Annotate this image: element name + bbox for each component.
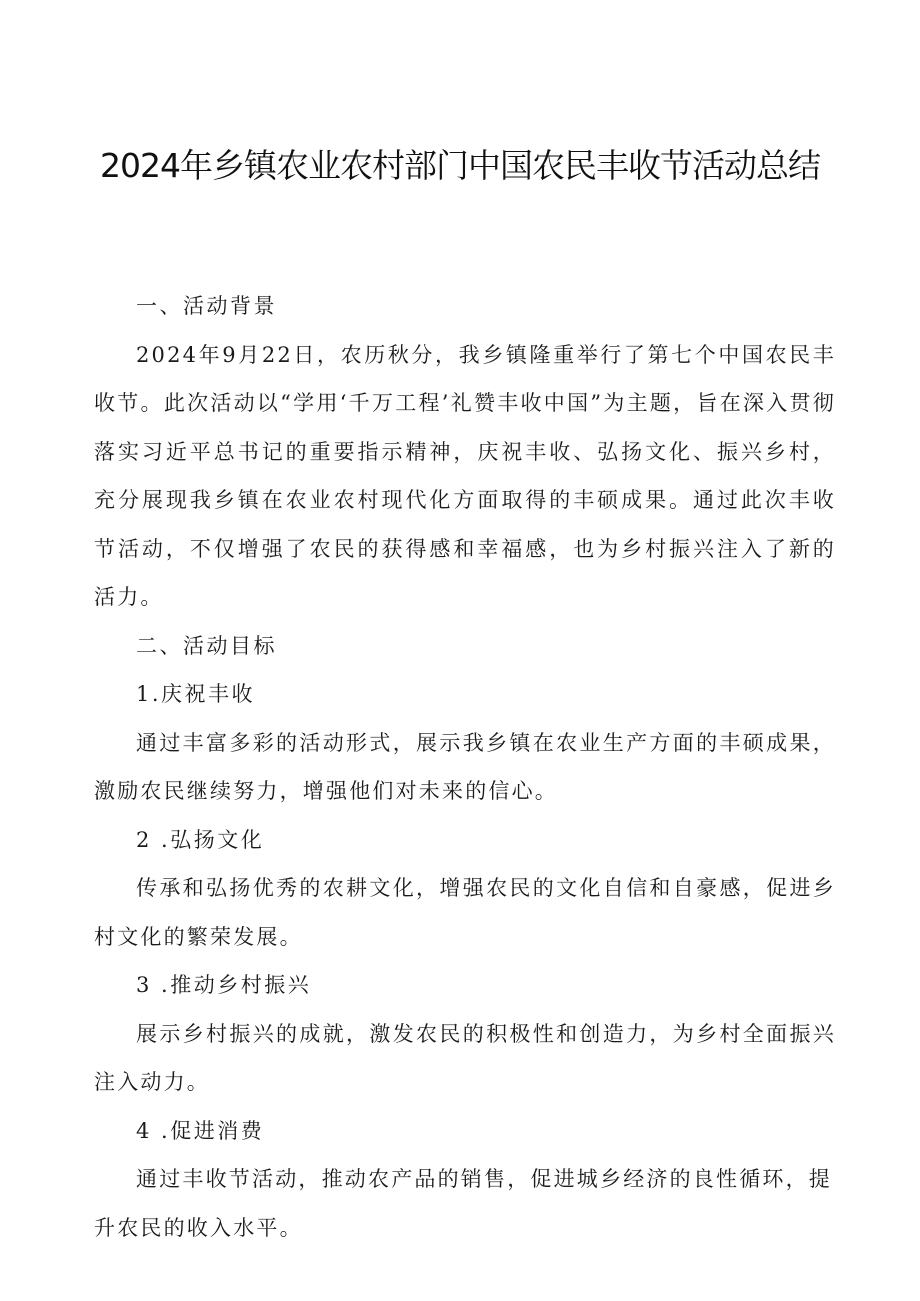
goal-label-celebrate: 1.庆祝丰收 [136,682,256,706]
goal-text-consumption: 通过丰收节活动，推动农产品的销售，促进城乡经济的良性循环，提升农民的收入水平。 [94,1167,832,1240]
section-heading-goals: 二、活动目标 [136,633,277,658]
goal-label-culture: 2 .弘扬文化 [136,827,265,852]
goal-label-consumption: 4 .促进消费 [136,1118,265,1143]
goal-text-culture: 传承和弘扬优秀的农耕文化，增强农民的文化自信和自豪感，促进乡村文化的繁荣发展。 [94,876,836,949]
document-title: 2024年乡镇农业农村部门中国农民丰收节活动总结 [100,146,820,185]
document-body [94,282,836,1252]
goal-label-revitalization: 3 .推动乡村振兴 [136,973,312,997]
goal-text-celebrate: 通过丰富多彩的活动形式，展示我乡镇在农业生产方面的丰硕成果，激励农民继续努力，增强他们对未来的信心。 [94,730,836,803]
goal-text-revitalization: 展示乡村振兴的成就，激发农民的积极性和创造力，为乡村全面振兴注入动力。 [94,1021,836,1094]
background-paragraph: 2024年9月22日，农历秋分，我乡镇隆重举行了第七个中国农民丰收节。此次活动以“学用‘千万工程’礼赞丰收中国”为主题，旨在深入贯彻落实习近平总书记的重要指示精神，庆祝丰收、弘扬文化、振兴乡村，充分展现我乡镇在农业农村现代化方面取得的丰硕成果。通过此次丰收节活动，不仅增强了农民的获得感和幸福感，也为乡村振兴注入了新的活力。 [94,342,836,609]
section-heading-background: 一、活动背景 [136,294,277,318]
